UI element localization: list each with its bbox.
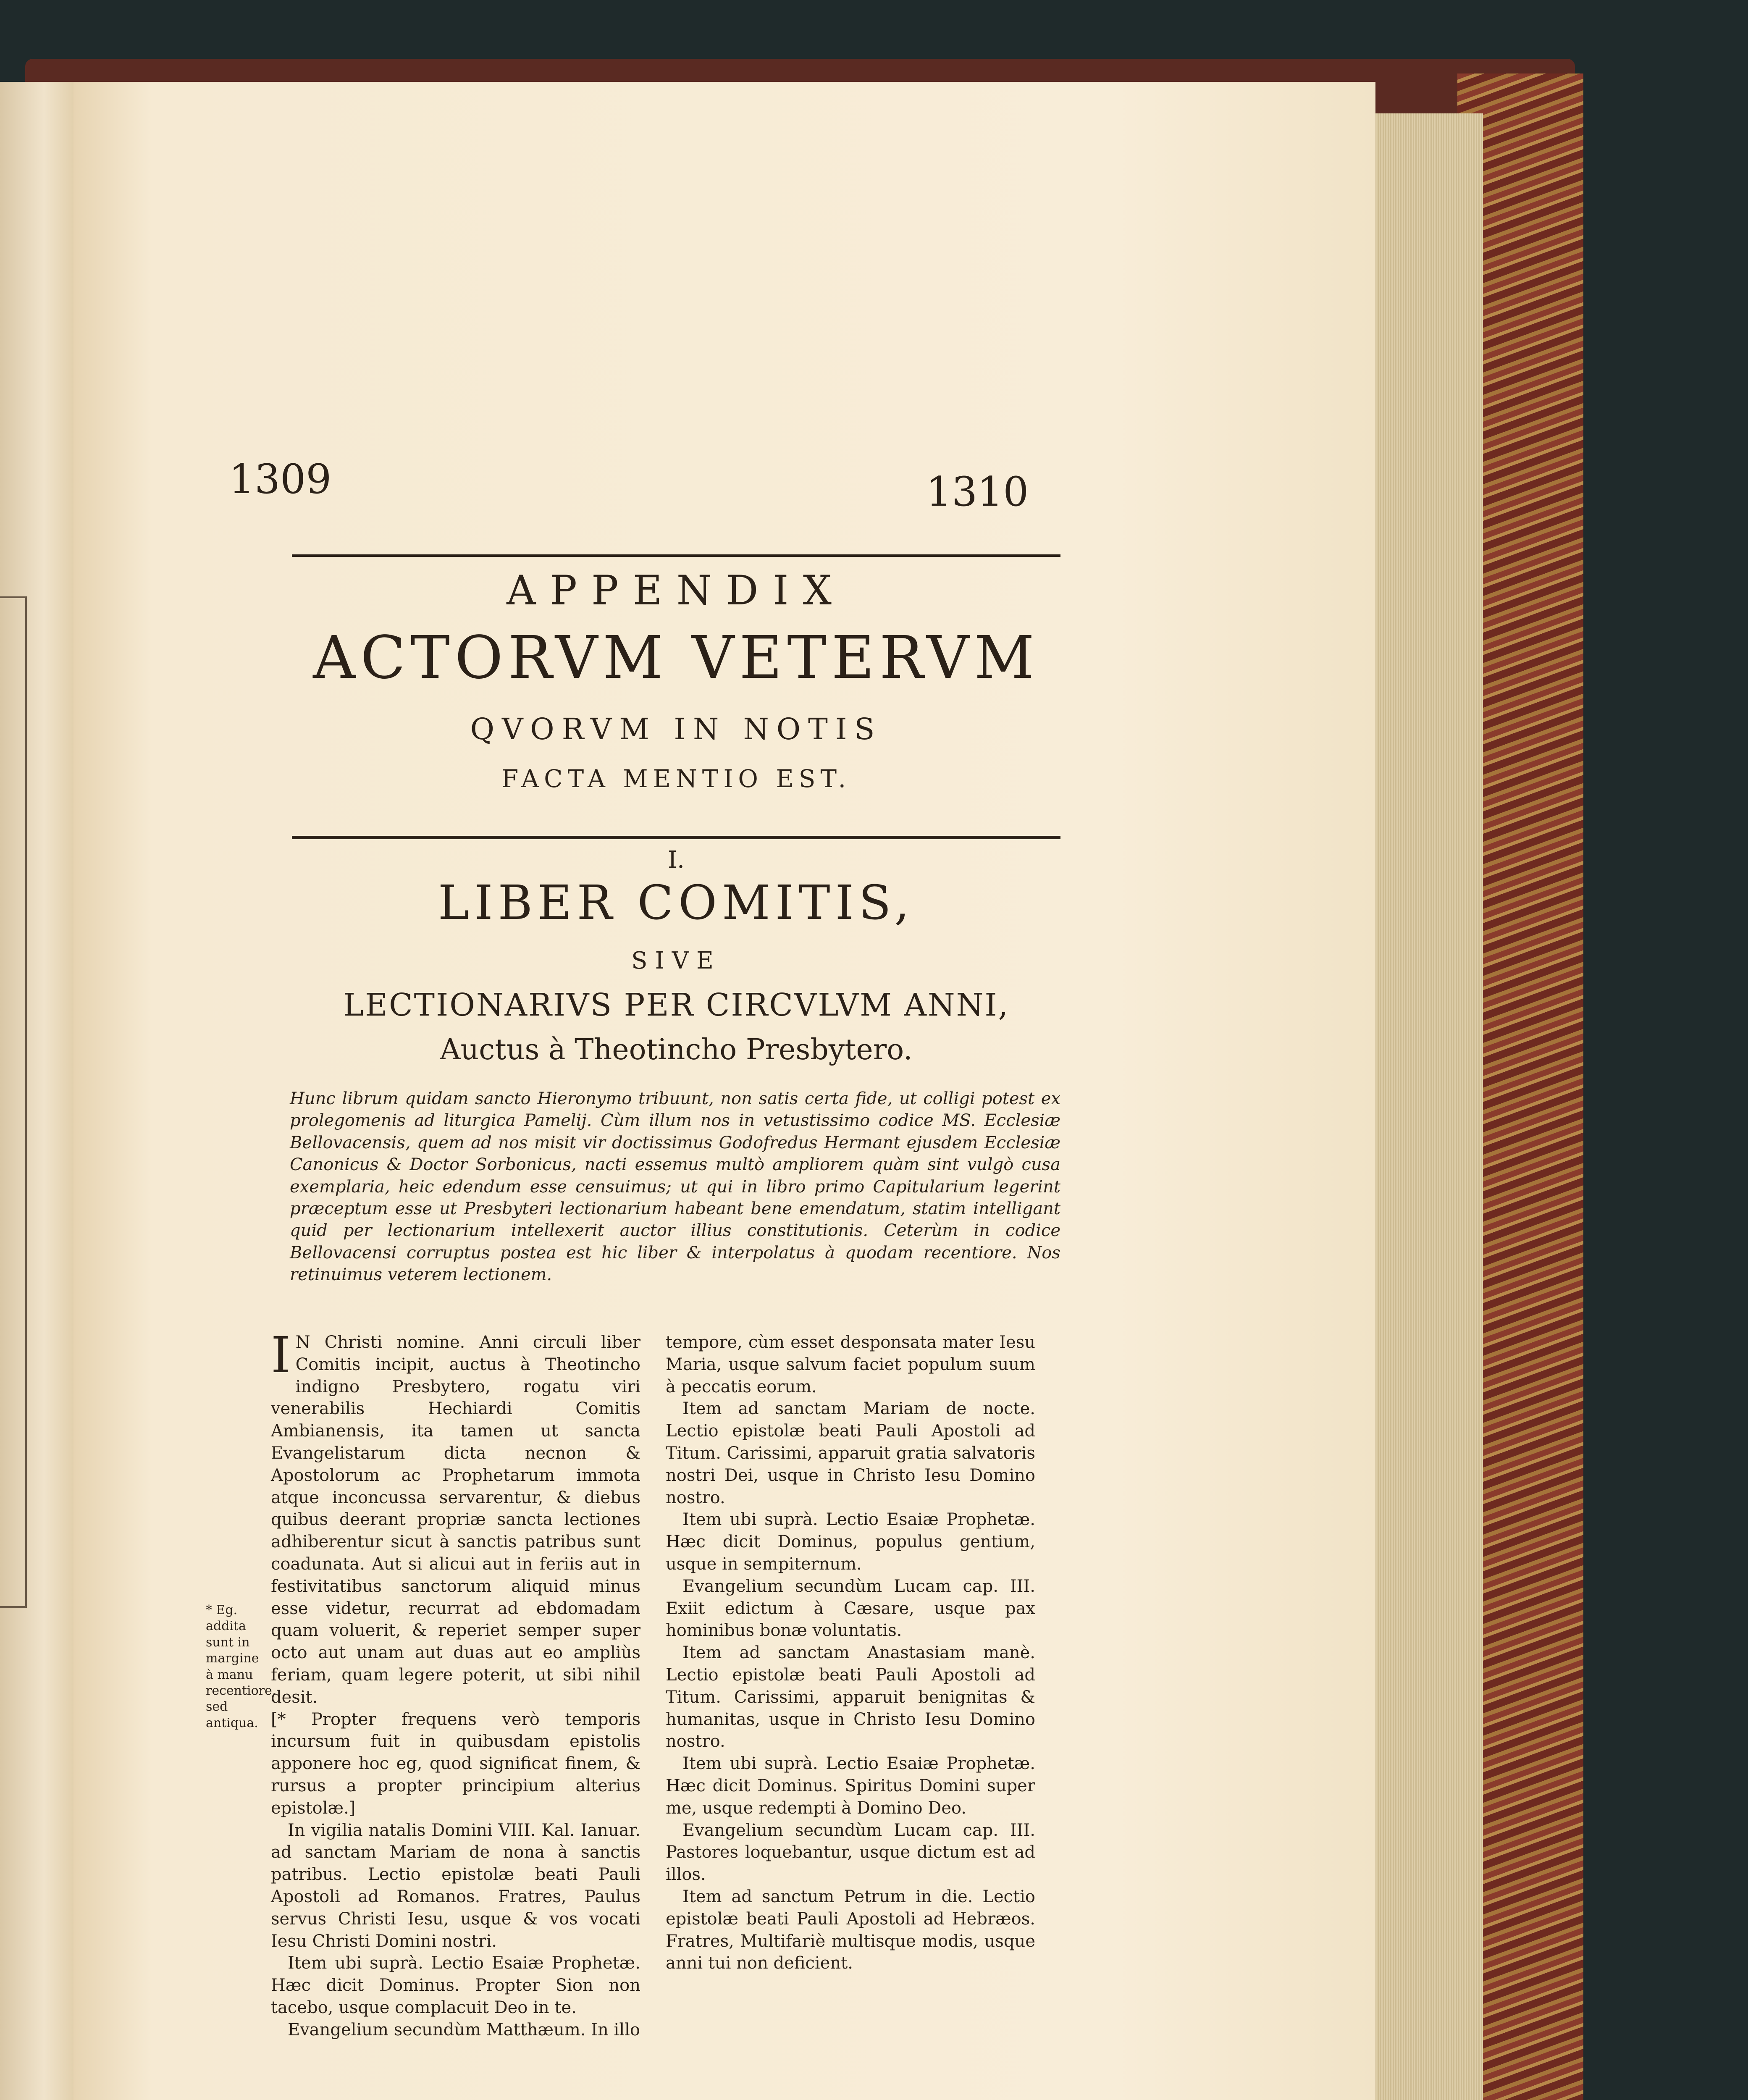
title-rule	[292, 836, 1060, 839]
paragraph: Item ad sanctam Anastasiam manè. Lectio epistolæ beati Pauli Apostoli ad Titum. Carissimi, apparuit benignitas & humanitas, usque in Christo Iesu Domino nostro.	[666, 1643, 1035, 1751]
facing-page-figure	[0, 596, 27, 1608]
right-column	[666, 1331, 1035, 1974]
left-column	[271, 1326, 640, 2041]
title-appendix: APPENDIX	[507, 567, 846, 614]
paragraph: Evangelium secundùm Lucam cap. III. Exiit edictum à Cæsare, usque pax hominibus bonæ voluntatis.	[666, 1576, 1035, 1641]
paragraph: Item ad sanctum Petrum in die. Lectio epistolæ beati Pauli Apostoli ad Hebræos. Fratres, Multifariè multisque modis, usque anni tui non deficient.	[666, 1887, 1035, 1973]
title-subtitle-2: FACTA MENTIO EST.	[501, 764, 851, 793]
title-main: ACTORVM VETERVM	[313, 624, 1039, 692]
intro-paragraph: Hunc librum quidam sancto Hieronymo tribuunt, non satis certa fide, ut colligi potest ex prolegomenis ad liturgica Pamelij. Cùm illum nos in vetustissimo codice MS. Ecclesiæ Bellovacensis, quem ad nos misit vir doctissimus Godofredus Hermant ejusdem Ecclesiæ Canonicus & Doctor Sorbonicus, nacti essemus multò ampliorem quàm sint vulgò cusa exemplaria, heic edendum esse censuimus; ut qui in libro primo Capitularium legerint præceptum esse ut Presbyteri lectionarium habeant bene emendatum, statim intelligant quid per lectionarium intellexerit auctor illius constitutionis. Ceterùm in codice Bellovacensi corruptus postea est hic liber & interpolatus à quodam recentiore. Nos retinuimus veterem lectionem.	[290, 1089, 1060, 1285]
margin-note: * Eg. addita sunt in margine à manu recentiore, sed antiqua.	[206, 1603, 276, 1730]
section-sive: SIVE	[631, 947, 721, 974]
page-number-left: 1309	[229, 456, 332, 503]
section-subheading: LECTIONARIVS PER CIRCVLVM ANNI,	[343, 987, 1010, 1023]
paragraph: Item ubi suprà. Lectio Esaiæ Prophetæ. Hæc dicit Dominus. Propter Sion non tacebo, usque complacuit Deo in te.	[271, 1953, 640, 2017]
section-auctus: Auctus à Theotincho Presbytero.	[440, 1033, 913, 1066]
paragraph: N Christi nomine. Anni circuli liber Comitis incipit, auctus à Theotincho indigno Presbytero, rogatu viri venerabilis Hechiardi Comitis Ambianensis, ita tamen ut sancta Evangelistarum dicta necnon & Apostolorum ac Prophetarum immota atque inconcussa servarentur, & diebus quibus deerant propriæ sancta lectiones adhiberentur sicut à sanctis patribus sunt coadunata. Aut si alicui aut in feriis aut in festivitatibus sanctorum aliquid minus esse videtur, recurrat ad ebdomadam quam voluerit, & reperiet semper super octo aut unam aut duas aut eo ampliùs feriam, quam legere poterit, ut sibi nihil desit.	[271, 1333, 640, 1707]
section-heading: LIBER COMITIS,	[438, 876, 915, 930]
page-fore-edge	[1371, 113, 1483, 2100]
paragraph: Evangelium secundùm Lucam cap. III. Pastores loquebantur, usque dictum est ad illos.	[666, 1820, 1035, 1885]
paragraph: tempore, cùm esset desponsata mater Iesu Maria, usque salvum faciet populum suum à peccatis eorum.	[666, 1333, 1035, 1396]
paragraph: Item ubi suprà. Lectio Esaiæ Prophetæ. Hæc dicit Dominus. Spiritus Domini super me, usque redempti à Domino Deo.	[666, 1754, 1035, 1818]
book-page	[73, 82, 1375, 2100]
drop-cap: I	[271, 1326, 291, 1384]
paragraph: Item ubi suprà. Lectio Esaiæ Prophetæ. Hæc dicit Dominus, populus gentium, usque in sempiternum.	[666, 1510, 1035, 1574]
paragraph: In vigilia natalis Domini VIII. Kal. Ianuar. ad sanctam Mariam de nona à sanctis patribus. Lectio epistolæ beati Pauli Apostoli ad Romanos. Fratres, Paulus servus Christi Iesu, usque & vos vocati Iesu Christi Domini nostri.	[271, 1820, 640, 1951]
paragraph: Item ad sanctam Mariam de nocte. Lectio epistolæ beati Pauli Apostoli ad Titum. Carissimi, apparuit gratia salvatoris nostri Dei, usque in Christo Iesu Domino nostro.	[666, 1399, 1035, 1507]
paragraph: [* Propter frequens verò temporis incursum fuit in quibusdam epistolis apponere hoc eg, quod significat finem, & rursus a propter principium alterius epistolæ.]	[271, 1709, 640, 1818]
section-numeral: I.	[668, 846, 685, 874]
top-rule	[292, 554, 1060, 557]
page-number-right: 1310	[926, 468, 1029, 515]
title-subtitle: QVORVM IN NOTIS	[470, 712, 882, 746]
paragraph: Evangelium secundùm Matthæum. In illo	[288, 2020, 640, 2040]
